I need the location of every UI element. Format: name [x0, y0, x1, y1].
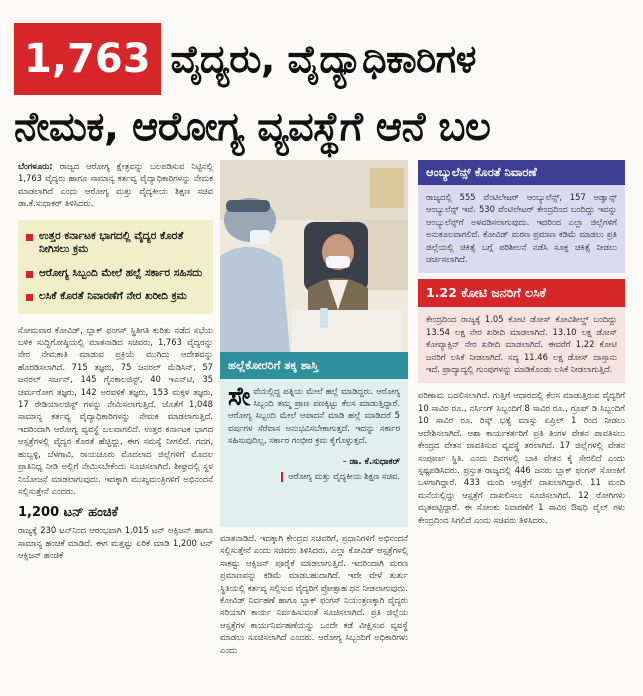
left-body-text-2: ರಾಜ್ಯಕ್ಕೆ 230 ಟನ್‌ನಿಂದ ಆರಂಭವಾಗಿ 1,015 ಟನ್ ಆಕ್ಸಿಜನ್ ಹಾಗೂ ಸಾಮಾನ್ಯ ಹಂಚಿಕೆ ಮಾಡಿದೆ. ಈಗ ಮತ್ತಷ್ಟು ಏರಿಕೆ ಮಾಡಿ 1,200 ಟನ್ ಆಕ್ಸಿಜನ್ ಹಂಚಿಕೆ	[18, 525, 213, 561]
vaccine-box	[418, 279, 625, 383]
highlights-box	[18, 220, 213, 314]
square-bullet-icon	[26, 271, 33, 278]
box-body-text: ರಾಜ್ಯದಲ್ಲಿ 555 ವೆಂಟಿಲೇಟರ್ ಆಂಬ್ಯುಲೆನ್ಸ್, 157 ಅಡ್ವಾನ್ಸ್ ಆಂಬ್ಯುಲೆನ್ಸ್ ಇವೆ. 530 ವೆಂಟಿಲೇಟರ್ ಕೇಂದ್ರದಿಂದ ಬಂದಿದ್ದು ಇವನ್ನು ಆಂಬ್ಯುಲೆನ್ಸ್‌ಗೆ ಅಳವಡಿಸಲಾಗುವುದು. ಇದರಿಂದ ಎಲ್ಲಾ ಜಿಲ್ಲೆಗಳಿಗೆ ಅನುಕೂಲವಾಗಲಿದೆ. ಕೋವಿಡ್ ಮರಣ ಪ್ರಮಾಣ ಕಡಿಮೆ ಮಾಡಲು ಪ್ರತಿ ಜಿಲ್ಲೆಯಲ್ಲಿ ಚಿಕಿತ್ಸೆ ಬಗ್ಗೆ ಪರಿಶೀಲನೆ ನಡೆಸಿ ಸೂಕ್ತ ಚಿಕಿತ್ಸೆ ನೀಡಲು ಚರ್ಚಿಸಲಾಗಿದೆ.	[426, 192, 617, 265]
highlight-item	[26, 230, 205, 257]
left-column	[18, 160, 213, 562]
quote-role-text: ಆರೋಗ್ಯ ಮತ್ತು ವೈದ್ಯಕೀಯ ಶಿಕ್ಷಣ ಸಚಿವ.	[288, 471, 400, 482]
highlight-item	[26, 267, 205, 281]
box-body-text: ವೆಯಲ್ಲಿದ್ದ ಪತ್ನಿಯ ಮೇಲೆ ಹಲ್ಲೆ ಮಾಡಿದ್ದರು. ಆರೋಗ್ಯ ಸಿಬ್ಬಂದಿ ತಮ್ಮ ಪ್ರಾಣ ಪಣಕ್ಕಿಟ್ಟು ಕೆಲಸ ಮಾಡುತ್ತಿದ್ದಾರೆ. ಆರೋಗ್ಯ ಸಿಬ್ಬಂದಿ ಮೇಲೆ ಆಪಾದನೆ ಮಾಡಿ ಹಲ್ಲೆ ಮಾಡಿದರೆ 5 ವರ್ಷಗಳ ಸೆರೆವಾಸ ಅನುಭವಿಸಬೇಕಾಗುತ್ತದೆ. ಇದನ್ನು ಸರ್ಕಾರ ಸಹಿಸುವುದಿಲ್ಲ, ಸರ್ಕಾರ ಗಂಭೀರ ಕ್ರಮ ಕೈಗೊಳ್ಳುತ್ತದೆ.	[228, 386, 400, 445]
dropcap: ಸೇ	[228, 382, 251, 412]
square-bullet-icon	[26, 294, 33, 301]
box-body-text: ಕೇಂದ್ರದಿಂದ ರಾಜ್ಯಕ್ಕೆ 1.05 ಕೋಟಿ ಡೋಸ್ ಕೋವಿಶೀಲ್ಡ್ ಬಂದಿದ್ದು 13.54 ಲಕ್ಷ ನೇರ ಖರೀದಿ ಮಾಡಲಾಗಿದೆ. 13.10 ಲಕ್ಷ ಡೋಸ್ ಕೋವ್ಯಾಕ್ಸಿನ್ ನೇರ ಖರೀದಿ ಮಾಡಲಾಗಿದೆ. ಈವರೆಗೆ 1.22 ಕೋಟಿ ಜನರಿಗೆ ಲಸಿಕೆ ನೀಡಲಾಗಿದೆ. ಸದ್ಯ 11.46 ಲಕ್ಷ ಡೋಸ್ ದಾಸ್ತಾನು ಇದೆ. ಪ್ರಾದ್ಯಾದ್ಯಲ್ಲಿ ಗುಂಪುಗಳನ್ನು ಮಾಡಿಕೊಂಡು ಲಸಿಕೆ ನೀಡಲಾಗುತ್ತಿದೆ.	[426, 314, 617, 375]
ambulance-box	[418, 160, 625, 273]
minister-photo-illustration	[220, 160, 408, 352]
highlight-text: ಉತ್ತರ ಕರ್ನಾಟಕ ಭಾಗದಲ್ಲಿ ವೈದ್ಯರ ಕೊರತೆ ನೀಗಿಸಲು ಕ್ರಮ	[39, 229, 184, 256]
attackers-punishment-box	[220, 352, 408, 527]
highlight-text: ಲಸಿಕೆ ಕೊರತೆ ನಿವಾರಣೆಗೆ ನೇರ ಖರೀದಿ ಕ್ರಮ	[39, 290, 187, 303]
right-column	[418, 160, 625, 526]
left-body-text: ಸೋಮವಾರ ಕೋವಿಡ್, ಬ್ಲಾಕ್ ಫಂಗಸ್ ಸ್ಥಿತಿಗತಿ ಕುರಿತು ನಡೆದ ಸಭೆಯ ಬಳಿಕ ಸುದ್ದಿಗೋಷ್ಠಿಯಲ್ಲಿ ಮಾತನಾಡಿದ ಸಚಿವರು, 1,763 ವೈದ್ಯರನ್ನು ನೇರ ನೇಮಕಾತಿ ಮಾಡುವ ಪ್ರಕ್ರಿಯೆ ಮುಗಿದು ಆದೇಶವನ್ನು ಹೊರಡಿಸಲಾಗಿದೆ. 715 ತಜ್ಞರು, 75 ಜನರಲ್ ಮೆಡಿಸಿನ್, 57 ಜನರಲ್ ಸರ್ಜನ್, 145 ಗೈನಕಾಲಜಿಸ್ಟ್, 40 ಇಎನ್‌ಟಿ, 35 ಚರ್ಮರೋಗ ತಜ್ಞರು, 142 ಅರವಳಿಕೆ ತಜ್ಞರು, 153 ಮಕ್ಕಳ ತಜ್ಞರು, 17 ರೇಡಿಯಾಲಜಿಸ್ಟ್ ಗಳನ್ನು ನೇಮಿಸಲಾಗುತ್ತಿದೆ. ಜೊತೆಗೆ 1,048 ಸಾಮಾನ್ಯ ಕರ್ತವ್ಯ ವೈದ್ಯಾಧಿಕಾರಿಗಳನ್ನು ನೇಮಕ ಮಾಡಲಾಗುತ್ತಿದೆ. ಇದರಿಂದಾಗಿ ಆರೋಗ್ಯ ವ್ಯವಸ್ಥೆ ಬಲವಾಗಲಿದೆ. ಉತ್ತರ ಕರ್ನಾಟಕ ಭಾಗದ ಆಸ್ಪತ್ರೆಗಳಲ್ಲಿ ವೈದ್ಯರ ಕೊರತೆ ಹೆಚ್ಚಿದ್ದು, ಈಗ ಸಮಸ್ಯೆ ನೀಗಲಿದೆ. ಗದಗ, ಹುಬ್ಬಳ್ಳಿ, ಬೆಳಗಾವಿ, ರಾಯಚೂರು ಮೊದಲಾದ ಜಿಲ್ಲೆಗಳಿಗೆ ಮೊದಲ ಪ್ರಾತಿನಿಧ್ಯ ನೀಡಿ ಅಲ್ಲಿಗೆ ನೇಮಿಸಬೇಕೆಂದು ಸೂಚಿಸಲಾಗಿದೆ. ಶೀಘ್ರದಲ್ಲಿ ಸ್ಥಳ ನಿಯೋಜನೆ ಮಾಡಲಾಗುವುದು. ಇದಕ್ಕಾಗಿ ಮುಖ್ಯಮಂತ್ರಿಗಳಿಗೆ ಅಭಿನಂದನೆ ಸಲ್ಲಿಸುತ್ತೇನೆ ಎಂದರು.	[18, 324, 213, 496]
highlight-text: ಆರೋಗ್ಯ ಸಿಬ್ಬಂದಿ ಮೇಲೆ ಹಲ್ಲೆ ಸರ್ಕಾರ ಸಹಿಸದು	[39, 266, 203, 279]
quote-role	[228, 471, 400, 482]
box-title: ಹಲ್ಲೆಕೋರರಿಗೆ ತಕ್ಕ ಶಾಸ್ತಿ	[220, 352, 408, 379]
intro-paragraph	[18, 160, 213, 210]
headline-line-2: ನೇಮಕ, ಆರೋಗ್ಯ ವ್ಯವಸ್ಥೆಗೆ ಆನೆ ಬಲ	[14, 104, 491, 150]
headline-line-1: ವೈದ್ಯರು, ವೈದ್ಯಾಧಿಕಾರಿಗಳ	[170, 36, 476, 81]
quote-name-text: ಡಾ. ಕೆ.ಸುಧಾಕರ್	[349, 457, 400, 468]
box-title: ಆಂಬ್ಯುಲೆನ್ಸ್ ಕೊರತೆ ನಿವಾರಣೆ	[418, 160, 625, 185]
square-bullet-icon	[26, 234, 33, 241]
intro-text: ರಾಜ್ಯದ ಆರೋಗ್ಯ ಕ್ಷೇತ್ರವನ್ನು ಬಲಪಡಿಸುವ ನಿಟ್ಟಿನಲ್ಲಿ 1,763 ವೈದ್ಯರು ಹಾಗೂ ಸಾಮಾನ್ಯ ಕರ್ತವ್ಯ ವೈದ್ಯಾಧಿಕಾರಿಗಳನ್ನು ನೇಮಕ ಮಾಡಲಾಗಿದೆ ಎಂದು ಆರೋಗ್ಯ ಮತ್ತು ವೈದ್ಯಕೀಯ ಶಿಕ್ಷಣ ಸಚಿವ ಡಾ.ಕೆ.ಸುಧಾಕರ್ ತಿಳಿಸಿದರು.	[18, 161, 213, 209]
bar-icon	[281, 472, 283, 482]
quote-name	[228, 456, 400, 468]
news-photo	[220, 160, 408, 352]
subheading-oxygen: 1,200 ಟನ್ ಹಂಚಿಕೆ	[18, 505, 118, 521]
right-body-text: ಪರಿಣಾಮ ಬದಲಿಸಲಾಗಿದೆ. ಗುತ್ತಿಗೆ ಆಧಾರದಲ್ಲಿ ಕೆಲಸ ಮಾಡುತ್ತಿರುವ ವೈದ್ಯರಿಗೆ 10 ಸಾವಿರ ರೂ., ನರ್ಸಿಂಗ್ ಸಿಬ್ಬಂದಿಗೆ 8 ಸಾವಿರ ರೂ., ಗ್ರೂಪ್ ಡಿ ಸಿಬ್ಬಂದಿಗೆ 10 ಸಾವಿರ ರೂ. ರಿಸ್ಕ್ ಭತ್ಯೆ ಮಾಸ್ಸು ಏಪ್ರಿಲ್ 1 ರಿಂದ ನೀಡಲು ಆದೇಶಿಸಲಾಗಿದೆ. ಆಶಾ ಕಾರ್ಯಕರ್ತರಿಗೆ ಪ್ರತಿ ತಿಂಗಳ ವೇತನ ಪಾವತಿಸಲು ಕೇಂದ್ರದ ವೇತನ ಪಾವತಿಸುವ ವ್ಯವಸ್ಥೆ ತರಲಾಗಿದೆ. 17 ಜಿಲ್ಲೆಗಳಲ್ಲಿ ವೇತನ ಸಂಪೂರ್ಣ ಸ್ಥಿತಿ. ಎಂದು ದಿನಗಳಲ್ಲಿ ಬಾಕಿ ವೇತನ ಕೈ ಸೇರಲಿದೆ ಎಂದು ಸ್ಪಷ್ಟಪಡಿಸಿದರು. ಪ್ರಸ್ತುತ ರಾಜ್ಯದಲ್ಲಿ 446 ಜನರು ಬ್ಲಾಕ್ ಫಂಗಸ್ ಸೋಂಕಿಗೆ ಒಳಗಾಗಿದ್ದಾರೆ. 433 ಮಂದಿ ಆಸ್ಪತ್ರೆಗೆ ದಾಖಲಾಗಿದ್ದಾರೆ. 11 ಮಂದಿ ಮನೆಯಲ್ಲಿದ್ದು ಆಸ್ಪತ್ರೆಗೆ ದಾಖಲಿಸಲು ಸೂಚಿಸಲಾಗಿದೆ. 12 ರೋಗಿಗಳು ಮೃತಪಟ್ಟಿದ್ದಾರೆ. ಈ ಸೋಂಕು ನಿವಾರಣೆಗೆ 1 ಸಾವಿರ ಔಷಧಿ ವೈಲ್ ಗಳು ಕೇಂದ್ರದಿಂದ ಸಿಗಲಿದೆ ಎಂದು ಸಚಿವರು ತಿಳಿಸಿದರು.	[418, 390, 625, 525]
headline	[14, 22, 624, 150]
middle-body-text: ಮಾತನಾಡಿದೆ. ಇದಕ್ಕಾಗಿ ಕೇಂದ್ರದ ಸಚಿವರಿಗೆ, ಪ್ರಧಾನಿಗಳಿಗೆ ಅಭಿನಂದನೆ ಸಲ್ಲಿಸುತ್ತೇನೆ ಎಂದು ಸಚಿವರು ತಿಳಿಸಿದರು. ಎಲ್ಲಾ ಕೋವಿಡ್ ಆಸ್ಪತ್ರೆಗಳಲ್ಲಿ ಸಾಕಷ್ಟು ಆಕ್ಸಿಜನ್ ಪೂರೈಕೆ ಮಾಡಲಾಗುತ್ತಿದೆ. ಇದರಿಂದಾಗಿ ಮರಣ ಪ್ರಮಾಣವನ್ನು ಕಡಿಮೆ ಮಾಡಬಹುದಾಗಿದೆ. ಇದೇ ವೇಳೆ ತುರ್ತು ಸ್ಥಿತಿಯಲ್ಲಿ ಕರ್ತವ್ಯ ಸಲ್ಲಿಸುವ ವೈದ್ಯರಿಗೆ ಪ್ರೋತ್ಸಾಹ ಧನ ನೀಡಲಾಗುವುದು. ಕೋವಿಡ್ ನಿರ್ವಹಣೆ ಹಾಗೂ ಬ್ಲಾಕ್ ಫಂಗಸ್ ನಿಯಂತ್ರಣಕ್ಕಾಗಿ ವೈದ್ಯರು ಸರಿಯಾಗಿ ಕಾರ್ಯ ನಿರ್ವಹಿಸುವಂತೆ ಸೂಚಿಸಲಾಗಿದೆ. ಪ್ರತಿ ಜಿಲ್ಲೆಯ ಆಸ್ಪತ್ರೆಗಳ ಕಾರ್ಯನಿರ್ವಹಣೆಯನ್ನು ಒಂದೇ ಕಡೆ ವೀಕ್ಷಿಸುವ ವ್ಯವಸ್ಥೆ ಮಾಡಲು ಸೂಚಿಸಲಾಗಿದೆ ಎಂದರು. ಆರೋಗ್ಯ ಸಿಬ್ಬಂದಿಗೆ ಅಧಿಕಾರಿಗಳು ಎಂದು	[220, 533, 408, 655]
box-title: 1.22 ಕೋಟಿ ಜನರಿಗೆ ಲಸಿಕೆ	[418, 279, 625, 307]
box-body	[220, 379, 408, 488]
headline-number: 1,763	[14, 23, 161, 95]
dash-icon: -	[342, 457, 350, 468]
highlight-item	[26, 290, 205, 304]
headline-row-1	[14, 22, 624, 96]
dateline: ಬೆಂಗಳೂರು:	[18, 161, 53, 171]
